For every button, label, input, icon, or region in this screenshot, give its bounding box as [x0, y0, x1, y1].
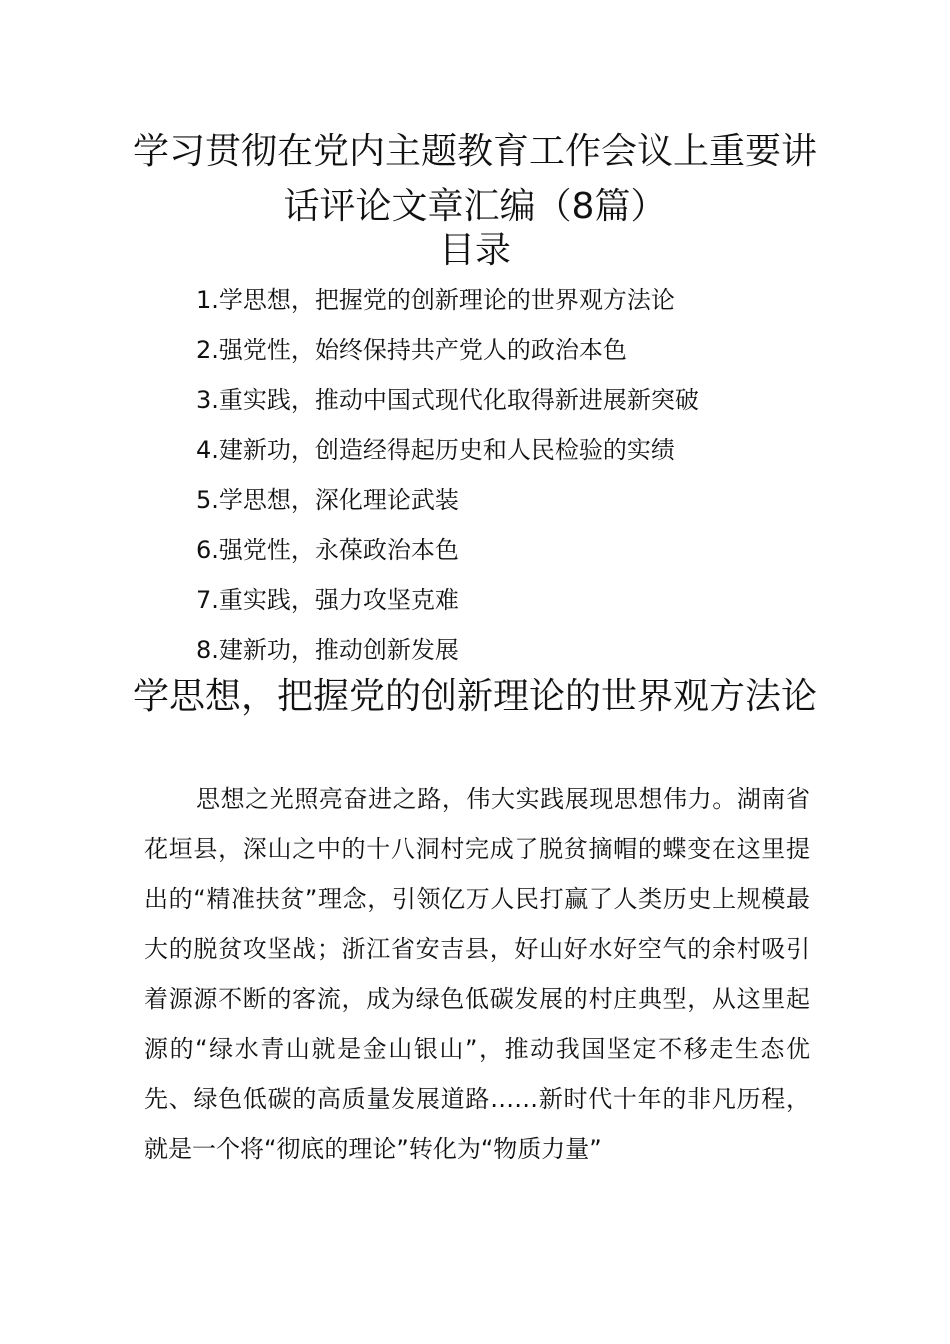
toc-heading: 目录 [438, 230, 511, 271]
toc-item[interactable]: 3.重实践，推动中国式现代化取得新进展新突破 [196, 386, 699, 414]
toc-item[interactable]: 7.重实践，强力攻坚克难 [196, 586, 459, 614]
toc-item[interactable]: 8.建新功，推动创新发展 [196, 636, 459, 664]
toc-item[interactable]: 6.强党性，永葆政治本色 [196, 536, 459, 564]
table-of-contents [196, 275, 816, 675]
document-title: 学习贯彻在党内主题教育工作会议上重要讲话评论文章汇编（8篇） [132, 131, 817, 227]
toc-item[interactable]: 4.建新功，创造经得起历史和人民检验的实绩 [196, 436, 675, 464]
toc-item[interactable]: 2.强党性，始终保持共产党人的政治本色 [196, 336, 627, 364]
toc-item[interactable]: 1.学思想，把握党的创新理论的世界观方法论 [196, 286, 675, 314]
section-title: 学思想，把握党的创新理论的世界观方法论 [132, 676, 817, 717]
toc-item[interactable]: 5.学思想，深化理论武装 [196, 486, 459, 514]
body-paragraph: 思想之光照亮奋进之路，伟大实践展现思想伟力。湖南省花垣县，深山之中的十八洞村完成了脱贫摘帽的蝶变在这里提出的“精准扶贫”理念，引领亿万人民打赢了人类历史上规模最大的脱贫攻坚战；浙江省安吉县，好山好水好空气的余村吸引着源源不断的客流，成为绿色低碳发展的村庄典型，从这里起源的“绿水青山就是金山银山”，推动我国坚定不移走生态优先、绿色低碳的高质量发展道路……新时代十年的非凡历程，就是一个将“彻底的理论”转化为“物质力量” [144, 785, 810, 1163]
